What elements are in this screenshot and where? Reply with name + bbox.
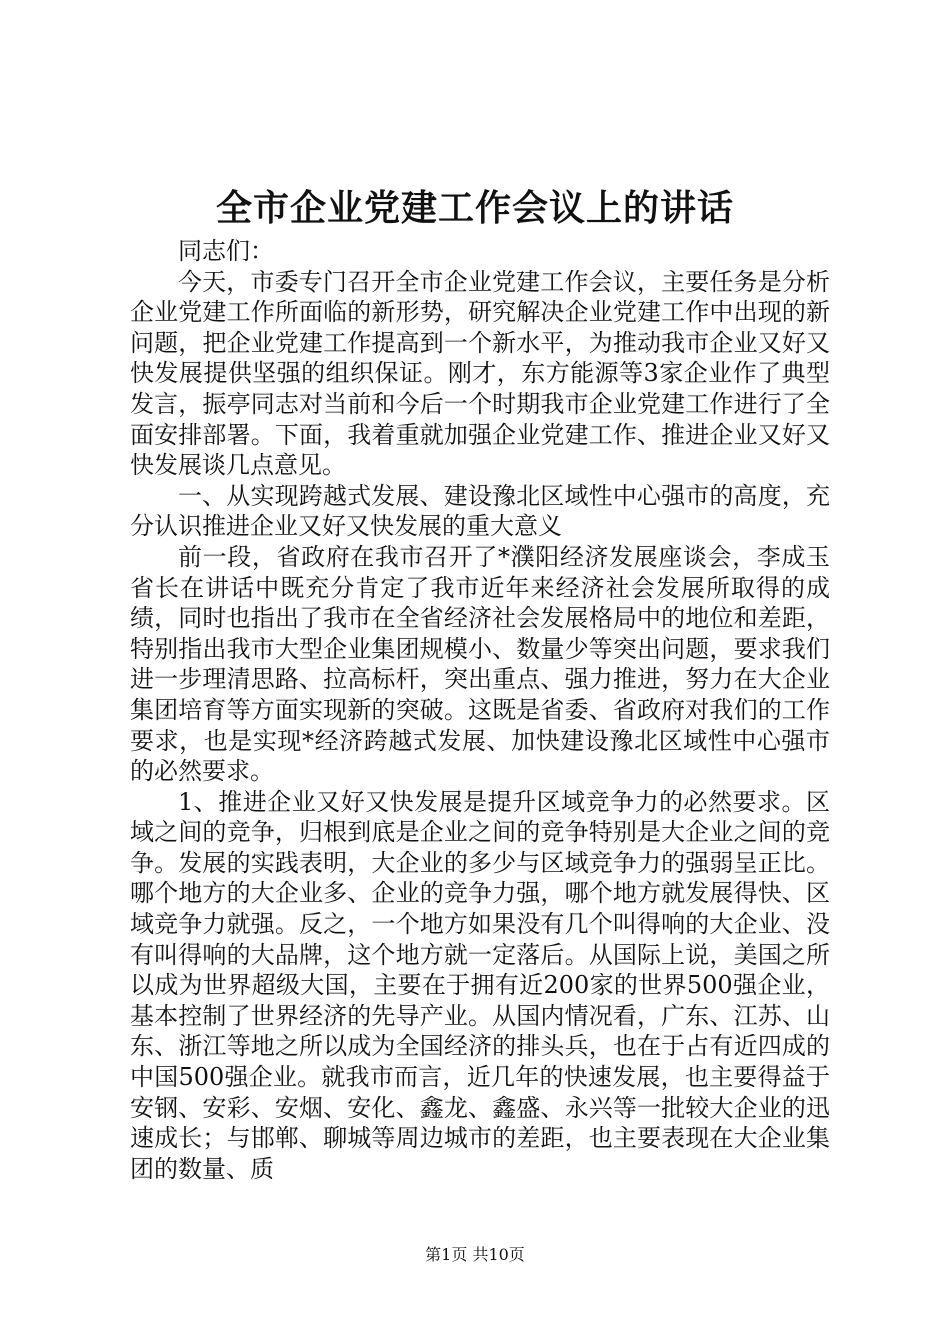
section-heading-1: 一、从实现跨越式发展、建设豫北区域性中心强市的高度，充分认识推进企业又好又快发展的重大意义 (130, 481, 830, 541)
salutation-paragraph: 同志们： (178, 237, 274, 265)
opening-paragraph: 今天，市委专门召开全市企业党建工作会议，主要任务是分析企业党建工作所面临的新形势，研究解决企业党建工作中出现的新问题，把企业党建工作提高到一个新水平，为推动我市企业又好又快发展提供坚强的组织保证。刚才，东方能源等3家企业作了典型发言，振亭同志对当前和今后一个时期我市企业党建工作进行了全面安排部署。下面，我着重就加强企业党建工作、推进企业又好又快发展谈几点意见。 (130, 267, 830, 480)
body-paragraph: 前一段，省政府在我市召开了*濮阳经济发展座谈会，李成玉省长在讲话中既充分肯定了我市近年来经济社会发展所取得的成绩，同时也指出了我市在全省经济社会发展格局中的地位和差距，特别指出我市大型企业集团规模小、数量少等突出问题，要求我们进一步理清思路、拉高标杆，突出重点、强力推进，努力在大企业集团培育等方面实现新的突破。这既是省委、省政府对我们的工作要求，也是实现*经济跨越式发展、加快建设豫北区域性中心强市的必然要求。 (130, 542, 830, 786)
document-title: 全市企业党建工作会议上的讲话 (215, 187, 734, 229)
page-footer: 第1页 共10页 (425, 1245, 525, 1264)
body-paragraph: 1、推进企业又好又快发展是提升区域竞争力的必然要求。区域之间的竞争，归根到底是企业之间的竞争特别是大企业之间的竞争。发展的实践表明，大企业的多少与区域竞争力的强弱呈正比。哪个地方的大企业多、企业的竞争力强，哪个地方就发展得快、区域竞争力就强。反之，一个地方如果没有几个叫得响的大企业、没有叫得响的大品牌，这个地方就一定落后。从国际上说，美国之所以成为世界超级大国，主要在于拥有近200家的世界500强企业，基本控制了世界经济的先导产业。从国内情况看，广东、江苏、山东、浙江等地之所以成为全国经济的排头兵，也在于占有近四成的中国500强企业。就我市而言，近几年的快速发展，也主要得益于安钢、安彩、安烟、安化、鑫龙、鑫盛、永兴等一批较大企业的迅速成长；与邯郸、聊城等周边城市的差距，也主要表现在大企业集团的数量、质 (130, 787, 830, 1183)
document-body (130, 236, 830, 1184)
